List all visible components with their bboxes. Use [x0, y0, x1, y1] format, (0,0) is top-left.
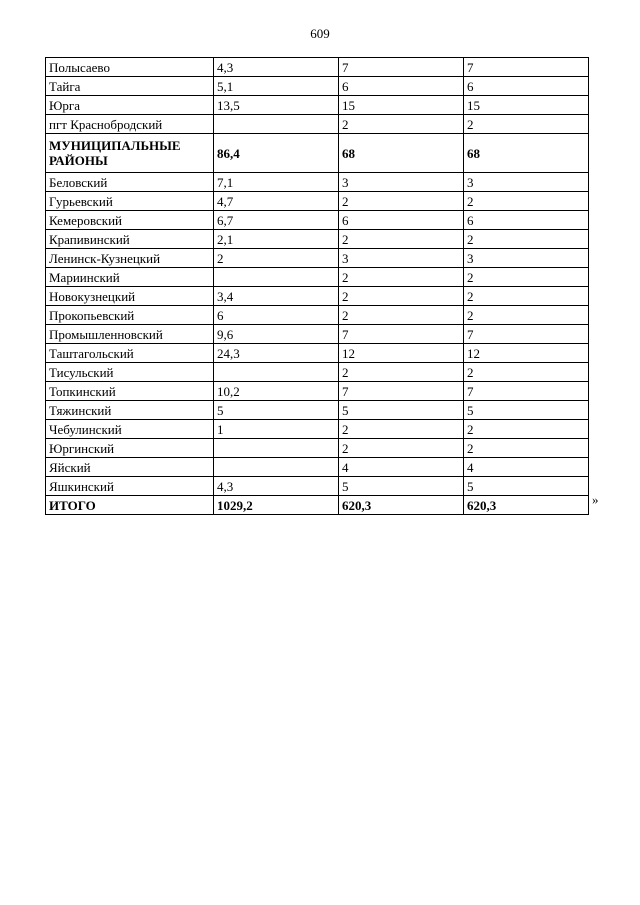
data-table: [45, 57, 589, 515]
table-row: [46, 115, 589, 134]
cell-value-1: [214, 458, 339, 477]
cell-value-3: 620,3: [464, 496, 589, 515]
cell-value-2: 2: [339, 192, 464, 211]
cell-value-3: 3: [464, 173, 589, 192]
cell-value-2: 12: [339, 344, 464, 363]
cell-value-3: 68: [464, 134, 589, 173]
cell-name: Юрга: [46, 96, 214, 115]
cell-value-3: 5: [464, 477, 589, 496]
table-row: [46, 439, 589, 458]
cell-value-1: 5: [214, 401, 339, 420]
cell-name: Беловский: [46, 173, 214, 192]
cell-name: Топкинский: [46, 382, 214, 401]
cell-value-3: 6: [464, 77, 589, 96]
cell-value-1: 24,3: [214, 344, 339, 363]
table-body: [46, 58, 589, 515]
cell-value-3: 2: [464, 115, 589, 134]
cell-value-1: 4,3: [214, 477, 339, 496]
cell-name: Новокузнецкий: [46, 287, 214, 306]
cell-name: Яйский: [46, 458, 214, 477]
cell-value-2: 7: [339, 382, 464, 401]
cell-value-2: 5: [339, 477, 464, 496]
cell-name: Тяжинский: [46, 401, 214, 420]
closing-quote: »: [592, 492, 599, 507]
cell-value-2: 2: [339, 287, 464, 306]
cell-value-1: [214, 268, 339, 287]
table-row: [46, 230, 589, 249]
cell-value-3: 2: [464, 230, 589, 249]
table-row: [46, 382, 589, 401]
cell-value-1: 6,7: [214, 211, 339, 230]
cell-name: Яшкинский: [46, 477, 214, 496]
cell-name: Крапивинский: [46, 230, 214, 249]
table-row: [46, 77, 589, 96]
table-row: [46, 420, 589, 439]
table-row: [46, 363, 589, 382]
cell-value-2: 2: [339, 268, 464, 287]
cell-name: Полысаево: [46, 58, 214, 77]
cell-value-3: 7: [464, 58, 589, 77]
table-row: [46, 96, 589, 115]
cell-name: Ленинск-Кузнецкий: [46, 249, 214, 268]
table-row: [46, 344, 589, 363]
cell-name: Таштагольский: [46, 344, 214, 363]
cell-value-2: 68: [339, 134, 464, 173]
cell-name: Юргинский: [46, 439, 214, 458]
table-row: [46, 173, 589, 192]
table-row: [46, 496, 589, 515]
cell-value-1: 1029,2: [214, 496, 339, 515]
table-row: [46, 477, 589, 496]
table-row: [46, 249, 589, 268]
cell-value-1: 1: [214, 420, 339, 439]
cell-value-3: 2: [464, 439, 589, 458]
table-row: [46, 134, 589, 173]
table-row: [46, 287, 589, 306]
page-number: 609: [310, 26, 330, 41]
cell-value-3: 2: [464, 268, 589, 287]
cell-name: Чебулинский: [46, 420, 214, 439]
cell-value-3: 3: [464, 249, 589, 268]
cell-value-1: 4,3: [214, 58, 339, 77]
cell-value-3: 15: [464, 96, 589, 115]
table-row: [46, 458, 589, 477]
table-row: [46, 306, 589, 325]
cell-value-1: 10,2: [214, 382, 339, 401]
cell-value-1: [214, 115, 339, 134]
cell-value-1: 13,5: [214, 96, 339, 115]
table-row: [46, 401, 589, 420]
cell-value-2: 15: [339, 96, 464, 115]
cell-value-2: 2: [339, 230, 464, 249]
cell-value-2: 2: [339, 439, 464, 458]
cell-value-3: 2: [464, 363, 589, 382]
cell-value-3: 4: [464, 458, 589, 477]
cell-value-3: 5: [464, 401, 589, 420]
cell-value-2: 5: [339, 401, 464, 420]
table-row: [46, 58, 589, 77]
cell-value-3: 7: [464, 382, 589, 401]
cell-name: Прокопьевский: [46, 306, 214, 325]
cell-name: ИТОГО: [46, 496, 214, 515]
cell-value-3: 2: [464, 192, 589, 211]
cell-value-3: 6: [464, 211, 589, 230]
cell-name: Гурьевский: [46, 192, 214, 211]
cell-value-2: 2: [339, 306, 464, 325]
cell-value-2: 7: [339, 58, 464, 77]
cell-name: МУНИЦИПАЛЬНЫЕ РАЙОНЫ: [46, 134, 214, 173]
cell-value-1: 6: [214, 306, 339, 325]
cell-value-2: 6: [339, 211, 464, 230]
cell-value-2: 4: [339, 458, 464, 477]
cell-value-2: 6: [339, 77, 464, 96]
cell-name: Тайга: [46, 77, 214, 96]
cell-value-3: 2: [464, 306, 589, 325]
cell-value-1: 3,4: [214, 287, 339, 306]
cell-value-1: 9,6: [214, 325, 339, 344]
cell-value-2: 620,3: [339, 496, 464, 515]
cell-name: Кемеровский: [46, 211, 214, 230]
table-row: [46, 268, 589, 287]
cell-value-2: 7: [339, 325, 464, 344]
cell-value-2: 2: [339, 420, 464, 439]
cell-name: пгт Краснобродский: [46, 115, 214, 134]
cell-value-2: 3: [339, 173, 464, 192]
cell-value-2: 2: [339, 115, 464, 134]
cell-value-2: 2: [339, 363, 464, 382]
cell-value-2: 3: [339, 249, 464, 268]
cell-value-3: 7: [464, 325, 589, 344]
table-row: [46, 325, 589, 344]
cell-value-1: 86,4: [214, 134, 339, 173]
cell-value-1: 7,1: [214, 173, 339, 192]
cell-value-1: 5,1: [214, 77, 339, 96]
cell-value-1: 4,7: [214, 192, 339, 211]
table-row: [46, 211, 589, 230]
cell-value-1: [214, 363, 339, 382]
cell-value-1: 2,1: [214, 230, 339, 249]
cell-value-3: 12: [464, 344, 589, 363]
cell-name: Промышленновский: [46, 325, 214, 344]
cell-value-1: 2: [214, 249, 339, 268]
cell-name: Тисульский: [46, 363, 214, 382]
cell-value-3: 2: [464, 420, 589, 439]
cell-name: Мариинский: [46, 268, 214, 287]
table-row: [46, 192, 589, 211]
cell-value-3: 2: [464, 287, 589, 306]
cell-value-1: [214, 439, 339, 458]
